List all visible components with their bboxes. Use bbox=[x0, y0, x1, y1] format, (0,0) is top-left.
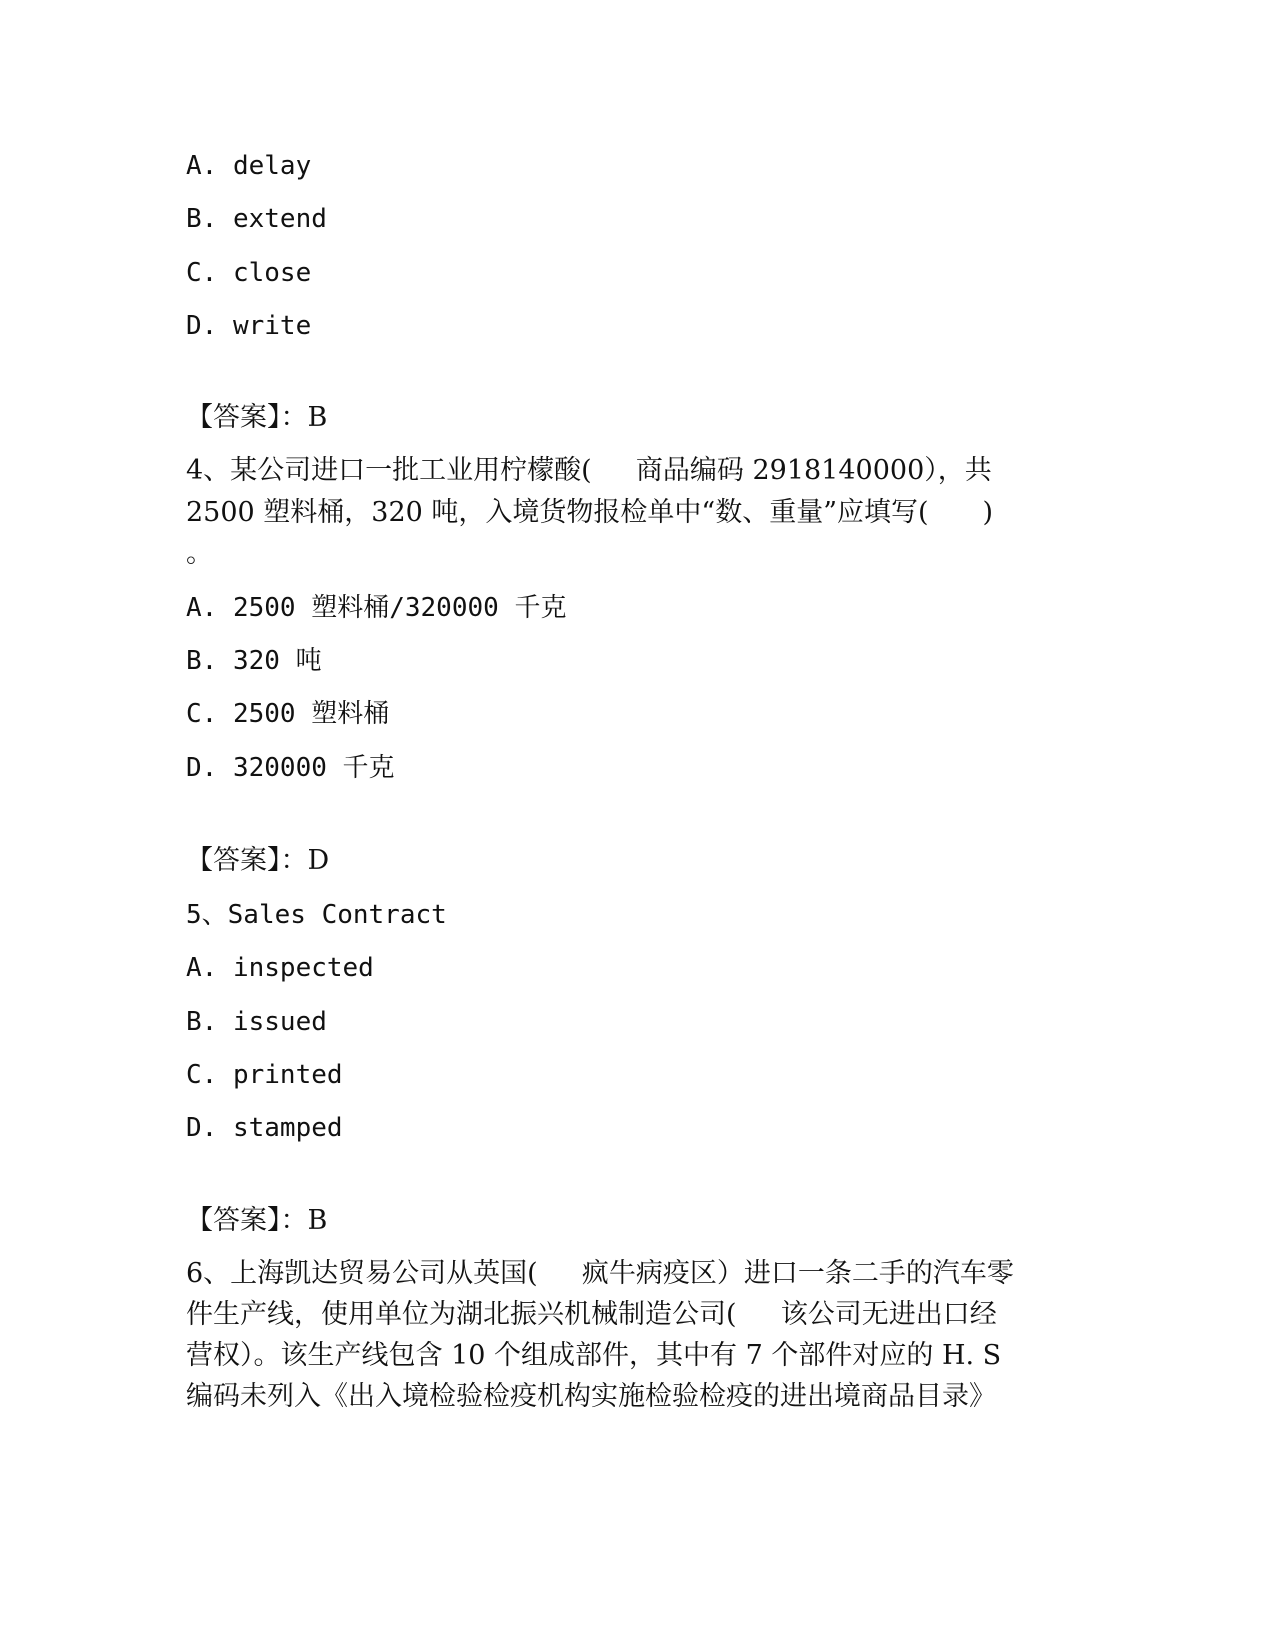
q3-option-c: C. close bbox=[186, 258, 312, 288]
q4-question-line-3: 。 bbox=[186, 538, 213, 569]
q3-option-d: D. write bbox=[186, 311, 312, 341]
q3-option-b: B. extend bbox=[186, 204, 327, 234]
q6-question-line-2: 件生产线，使用单位为湖北振兴机械制造公司( 该公司无进出口经 bbox=[186, 1299, 997, 1330]
q3-option-a: A. delay bbox=[186, 151, 312, 181]
q6-question-line-4: 编码未列入《出入境检验检疫机构实施检验检疫的进出境商品目录》 bbox=[186, 1381, 996, 1412]
q5-option-b: B. issued bbox=[186, 1007, 327, 1037]
q4-question-line-2: 2500 塑料桶，320 吨，入境货物报检单中“数、重量”应填写( ) bbox=[186, 497, 994, 528]
q5-option-c: C. printed bbox=[186, 1060, 343, 1090]
q5-option-a: A. inspected bbox=[186, 953, 374, 983]
q4-option-b: B. 320 吨 bbox=[186, 646, 322, 676]
q4-option-c: C. 2500 塑料桶 bbox=[186, 699, 390, 729]
q3-answer: 【答案】：B bbox=[186, 402, 328, 433]
q5-answer: 【答案】：B bbox=[186, 1205, 328, 1236]
q4-option-d: D. 320000 千克 bbox=[186, 753, 395, 783]
q6-question-line-1: 6、上海凯达贸易公司从英国( 疯牛病疫区）进口一条二手的汽车零 bbox=[186, 1258, 1014, 1289]
q4-answer: 【答案】：D bbox=[186, 845, 330, 876]
q6-question-line-3: 营权）。该生产线包含 10 个组成部件，其中有 7 个部件对应的 H. S bbox=[186, 1340, 1002, 1371]
q5-question-line-1: 5、Sales Contract bbox=[186, 900, 447, 930]
q5-option-d: D. stamped bbox=[186, 1113, 343, 1143]
q4-option-a: A. 2500 塑料桶/320000 千克 bbox=[186, 593, 567, 623]
q4-question-line-1: 4、某公司进口一批工业用柠檬酸( 商品编码 2918140000），共 bbox=[186, 455, 992, 486]
